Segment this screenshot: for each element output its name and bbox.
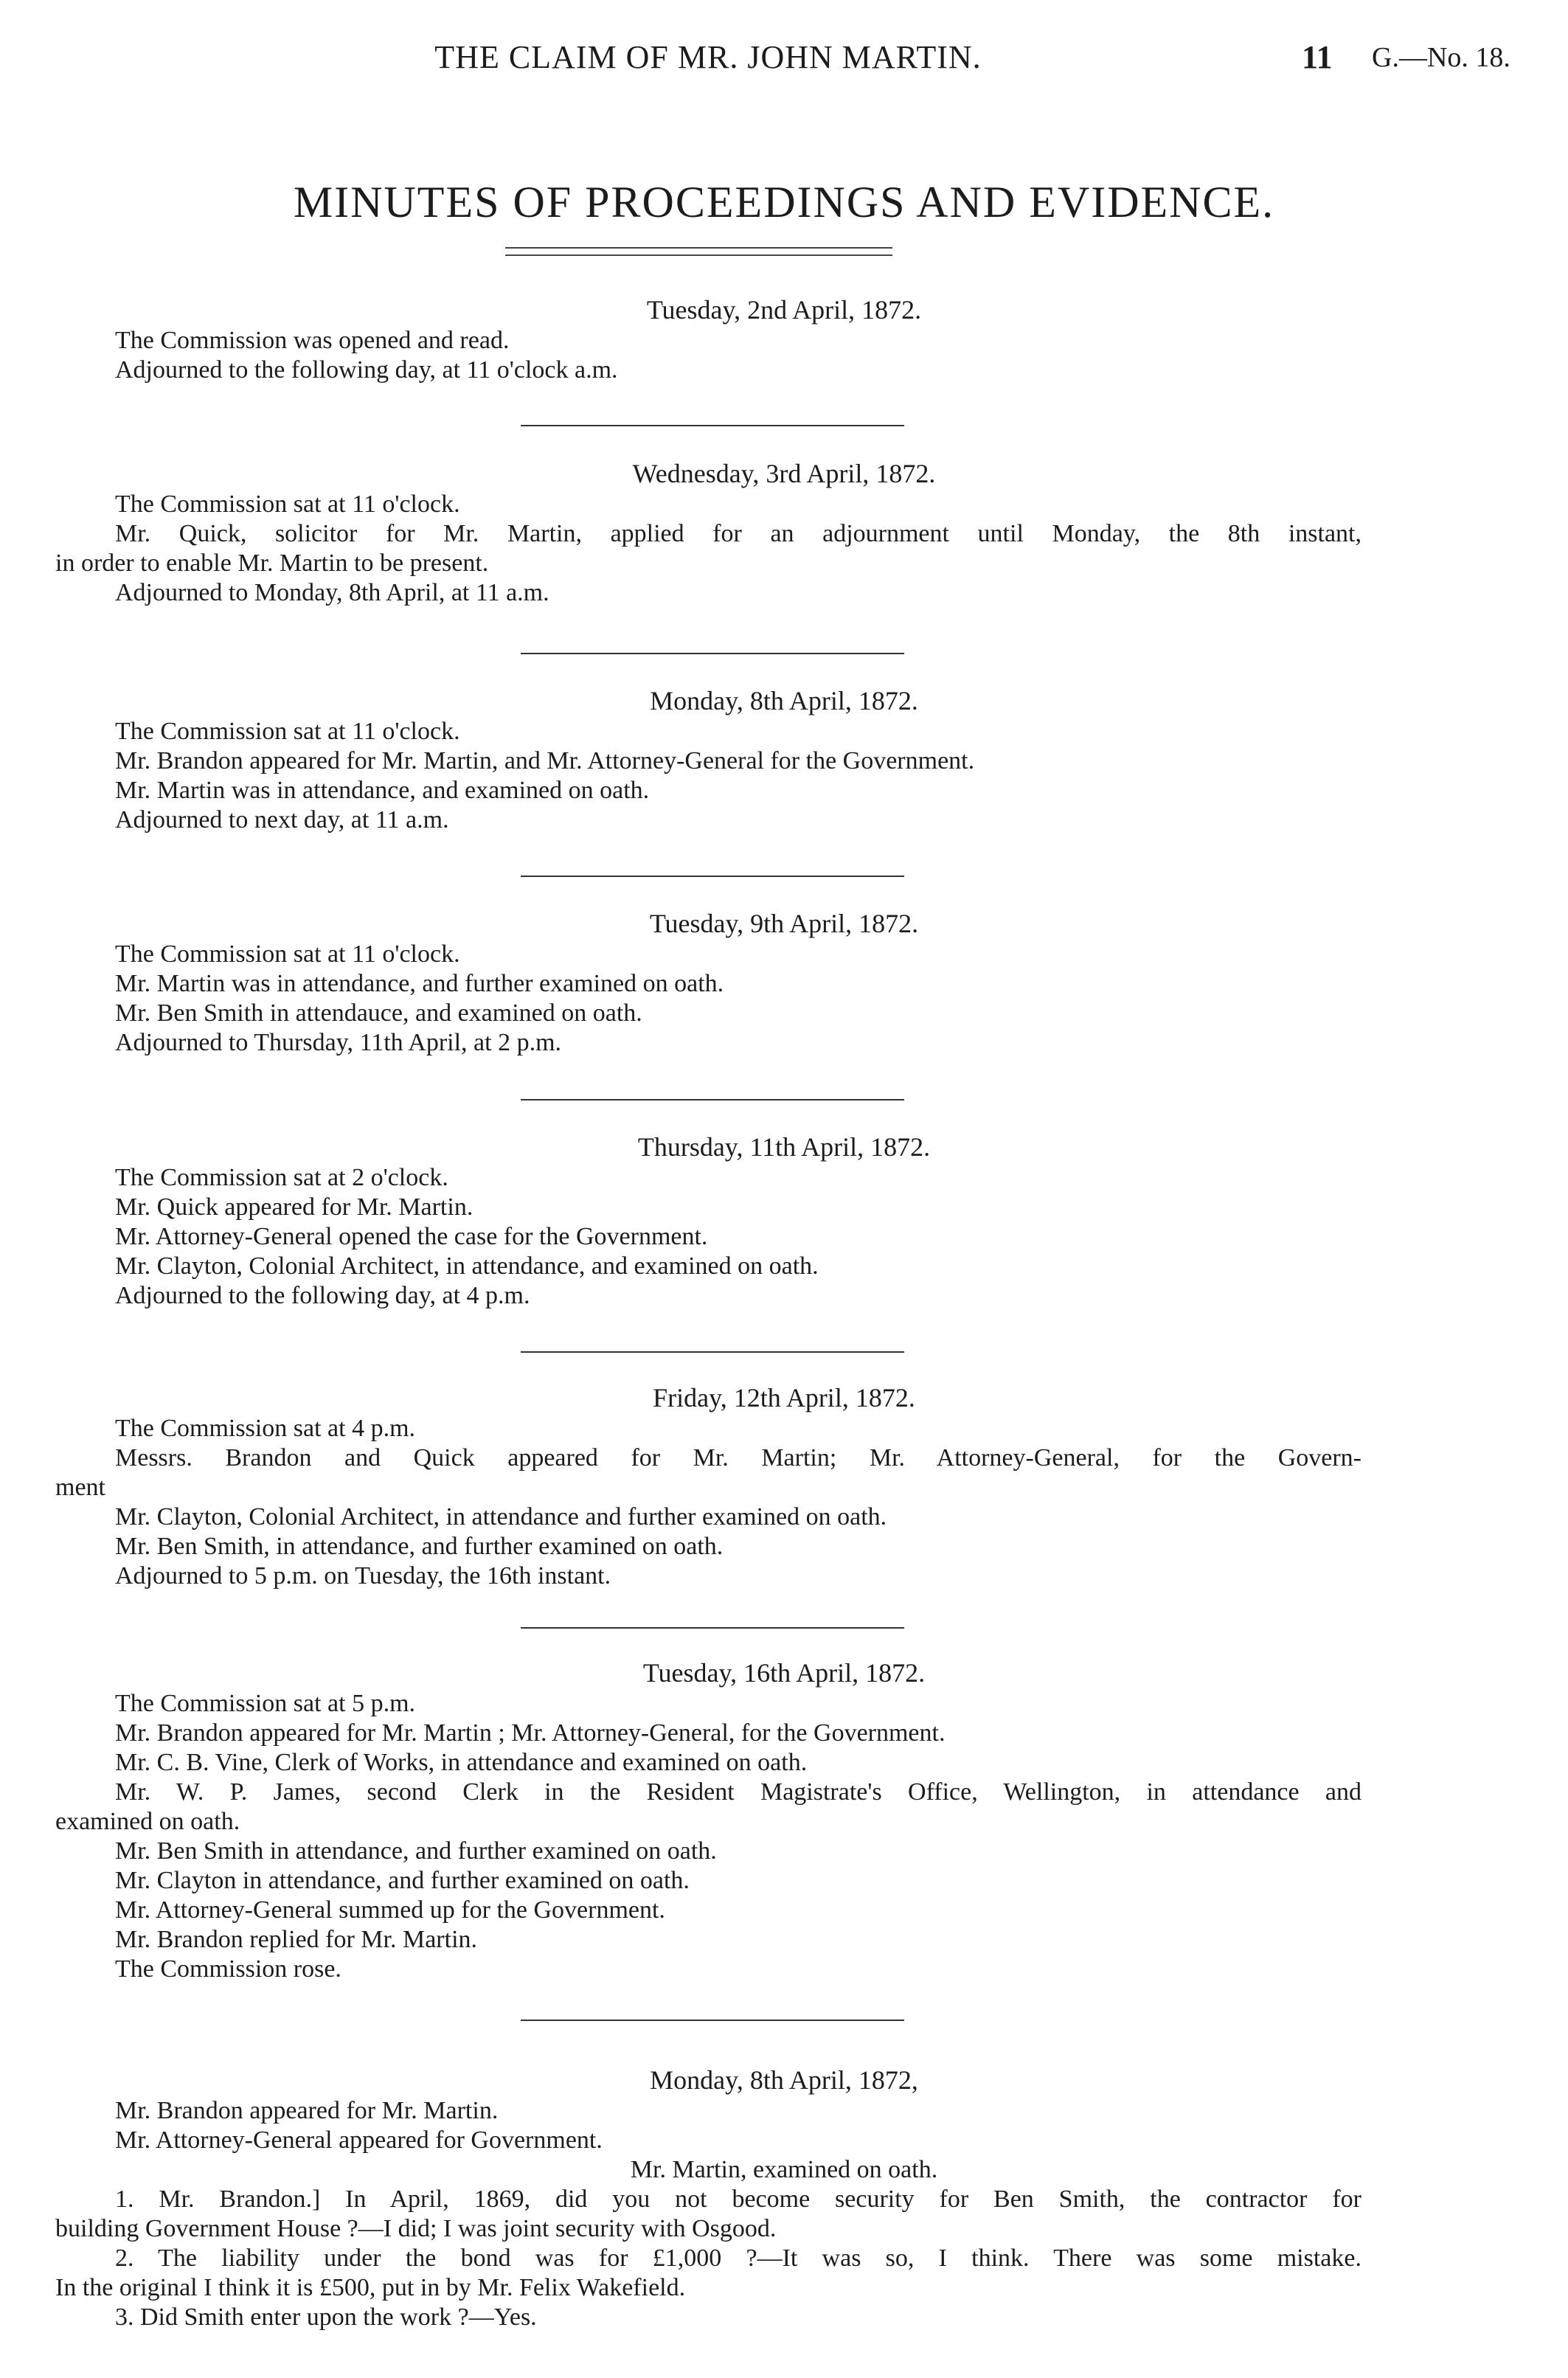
sitting-date: Monday, 8th April, 1872.: [650, 686, 918, 715]
minute-line: Mr. Quick appeared for Mr. Martin.: [115, 1193, 473, 1221]
section-divider: [521, 1351, 904, 1353]
sitting-tuesday-2nd-april: [0, 295, 1568, 385]
sitting-wednesday-3rd-april: [0, 459, 1568, 608]
minute-line: The Commission sat at 2 o'clock.: [115, 1164, 448, 1191]
minute-line: The Commission was opened and read.: [115, 327, 510, 354]
sitting-tuesday-16th-april: [0, 1658, 1568, 1984]
sitting-date: Tuesday, 9th April, 1872.: [649, 909, 919, 938]
minute-line: Mr. Martin was in attendance, and examined on oath.: [115, 777, 650, 804]
minute-line: The Commission sat at 11 o'clock.: [115, 940, 460, 968]
minute-line: Adjourned to next day, at 11 a.m.: [115, 806, 449, 833]
minute-line: The Commission sat at 11 o'clock.: [115, 490, 460, 518]
minute-line: in order to enable Mr. Martin to be present.: [55, 550, 489, 577]
minute-line: ment: [55, 1474, 105, 1501]
sitting-tuesday-9th-april: [0, 909, 1568, 1058]
minute-line: The Commission sat at 4 p.m.: [115, 1415, 416, 1442]
evidence-question: 2. The liability under the bond was for £1,000 ?—It was so, I think. There was some mistake.: [115, 2244, 1361, 2272]
minute-line: Adjourned to the following day, at 4 p.m.: [115, 1282, 530, 1309]
document-reference: G.—No. 18.: [1372, 42, 1510, 73]
minute-line: Mr. Brandon appeared for Mr. Martin, and Mr. Attorney-General for the Government.: [115, 747, 975, 774]
minute-line: Mr. Clayton in attendance, and further examined on oath.: [115, 1867, 690, 1894]
minute-line: Mr. Ben Smith in attendance, and further examined on oath.: [115, 1837, 717, 1865]
sitting-thursday-11th-april: [0, 1132, 1568, 1311]
minute-line: Mr. Brandon appeared for Mr. Martin.: [115, 2097, 499, 2124]
page-number: 11: [1302, 39, 1333, 75]
evidence-answer: building Government House ?—I did; I was joint security with Osgood.: [55, 2215, 777, 2242]
sitting-monday-8th-april: [0, 686, 1568, 835]
minute-line: The Commission sat at 11 o'clock.: [115, 718, 460, 745]
section-divider: [521, 653, 904, 654]
minute-line: Adjourned to the following day, at 11 o'clock a.m.: [115, 356, 618, 384]
minute-line: Adjourned to Monday, 8th April, at 11 a.m.: [115, 579, 549, 606]
evidence-answer: In the original I think it is £500, put in by Mr. Felix Wakefield.: [55, 2274, 686, 2301]
minute-line: Mr. Attorney-General summed up for the Government.: [115, 1896, 665, 1924]
evidence-question: 3. Did Smith enter upon the work ?—Yes.: [115, 2304, 537, 2331]
minute-line: Mr. Martin was in attendance, and further examined on oath.: [115, 970, 724, 997]
sitting-date: Friday, 12th April, 1872.: [653, 1383, 915, 1412]
sitting-date: Thursday, 11th April, 1872.: [637, 1132, 931, 1162]
title-double-rule: [505, 247, 892, 256]
minute-line: Mr. Brandon appeared for Mr. Martin ; Mr. Attorney-General, for the Government.: [115, 1719, 946, 1747]
minute-line: Mr. Ben Smith in attendauce, and examined on oath.: [115, 999, 642, 1027]
evidence-monday-8th-april: [0, 2065, 1568, 2332]
minute-line: Mr. Quick, solicitor for Mr. Martin, applied for an adjournment until Monday, the 8th instant,: [115, 520, 1361, 547]
minute-line: Messrs. Brandon and Quick appeared for Mr. Martin; Mr. Attorney-General, for the Govern-: [115, 1444, 1361, 1471]
section-divider: [521, 2020, 904, 2021]
section-divider: [521, 876, 904, 877]
witness-heading: Mr. Martin, examined on oath.: [630, 2156, 938, 2183]
minute-line: Mr. Brandon replied for Mr. Martin.: [115, 1926, 478, 1953]
section-divider: [521, 425, 904, 426]
minute-line: The Commission rose.: [115, 1955, 341, 1983]
minute-line: Mr. W. P. James, second Clerk in the Resident Magistrate's Office, Wellington, in attendance and: [115, 1778, 1361, 1806]
running-title: THE CLAIM OF MR. JOHN MARTIN.: [434, 39, 982, 75]
minute-line: The Commission sat at 5 p.m.: [115, 1690, 416, 1717]
minute-line: Mr. Attorney-General opened the case for the Government.: [115, 1223, 708, 1250]
minute-line: Mr. Ben Smith, in attendance, and further examined on oath.: [115, 1533, 724, 1560]
minutes-title: MINUTES OF PROCEEDINGS AND EVIDENCE.: [293, 178, 1275, 226]
minute-line: Adjourned to 5 p.m. on Tuesday, the 16th instant.: [115, 1562, 611, 1590]
minute-line: Mr. Clayton, Colonial Architect, in attendance and further examined on oath.: [115, 1503, 887, 1531]
sitting-friday-12th-april: [0, 1383, 1568, 1591]
minute-line: Mr. Attorney-General appeared for Government.: [115, 2126, 603, 2154]
evidence-date: Monday, 8th April, 1872,: [650, 2065, 918, 2095]
evidence-question: 1. Mr. Brandon.] In April, 1869, did you not become security for Ben Smith, the contractor for: [115, 2185, 1361, 2213]
section-divider: [521, 1627, 904, 1629]
minute-line: Mr. C. B. Vine, Clerk of Works, in attendance and examined on oath.: [115, 1749, 808, 1776]
sitting-date: Tuesday, 2nd April, 1872.: [646, 295, 922, 325]
minute-line: Mr. Clayton, Colonial Architect, in attendance, and examined on oath.: [115, 1252, 819, 1280]
minute-line: examined on oath.: [55, 1808, 240, 1835]
sitting-date: Wednesday, 3rd April, 1872.: [632, 459, 936, 488]
minute-line: Adjourned to Thursday, 11th April, at 2 p.m.: [115, 1029, 562, 1056]
sitting-date: Tuesday, 16th April, 1872.: [642, 1658, 926, 1688]
section-divider: [521, 1099, 904, 1100]
